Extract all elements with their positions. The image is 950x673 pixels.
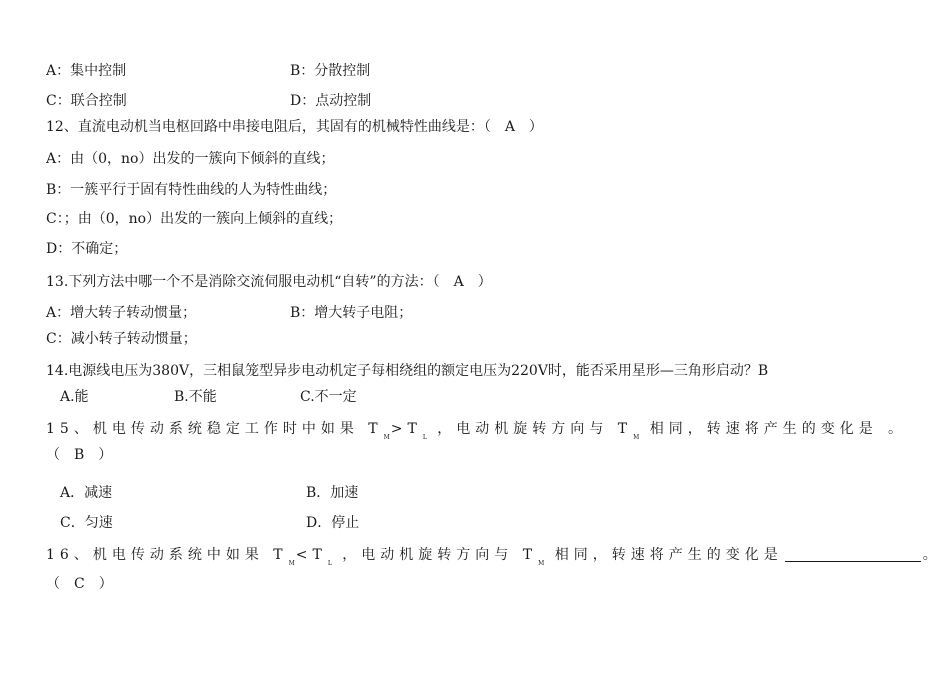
q12-option-b: B：一簇平行于固有特性曲线的人为特性曲线； (46, 182, 337, 198)
q13-option-a: A：增大转子转动惯量； (46, 305, 197, 321)
q13-stem: 13.下列方法中哪一个不是消除交流伺服电动机“自转”的方法：（ A ） (46, 274, 492, 290)
q16-stem-part3: 相同，转速将产生的变化是 (554, 547, 783, 563)
q16-torque-m: $T_M$ (273, 547, 295, 567)
q15-option-c: C．匀速 (60, 515, 113, 531)
q15-stem (46, 420, 878, 447)
q16-less-than: < (295, 547, 313, 563)
q12-stem: 12、直流电动机当电枢回路中串接电阻后，其固有的机械特性曲线是：（ A ） (46, 119, 543, 135)
q15-torque-m: $T_M$ (368, 421, 390, 441)
q15-stem-part2: ，电动机旋转方向与 (437, 421, 609, 437)
q12-option-d: D：不确定； (46, 241, 128, 257)
q13-option-b: B：增大转子电阻； (290, 305, 413, 321)
q15-stem-part1: 15、机电传动系统稳定工作时中如果 (46, 421, 359, 437)
q14-stem: 14.电源线电压为380V，三相鼠笼型异步电动机定子每相绕组的额定电压为220V时，能否采用星形—三角形启动？B (46, 363, 769, 379)
q11-option-a: A：集中控制 (46, 63, 127, 79)
q15-greater-than: > (390, 421, 408, 437)
q11-option-d: D：点动控制 (290, 93, 372, 109)
q16-torque-l: $T_L$ (312, 547, 332, 567)
q12-option-c: C：；由（0，no）出发的一簇向上倾斜的直线； (46, 211, 343, 227)
q13-option-c: C：减小转子转动惯量； (46, 331, 197, 347)
q15-stem-part3: 相同，转速将产生的变化是 (649, 421, 878, 437)
q11-option-b: B：分散控制 (290, 63, 371, 79)
q16-stem-part1: 16、机电传动系统中如果 (46, 547, 264, 563)
q16-answer-blank[interactable] (785, 547, 921, 562)
q14-option-b: B.不能 (174, 389, 217, 405)
q14-option-c: C.不一定 (300, 389, 357, 405)
q15-torque-l: $T_L$ (407, 421, 427, 441)
q12-option-a: A：由（0，no）出发的一簇向下倾斜的直线； (46, 151, 335, 167)
q15-stem-end: 。 (888, 421, 902, 437)
q15-option-a: A．减速 (60, 485, 113, 501)
q14-option-a: A.能 (60, 389, 89, 405)
q15-option-d: D．停止 (306, 515, 360, 531)
q16-stem (46, 546, 942, 573)
q16-torque-m-2: $T_M$ (522, 547, 545, 567)
q15-answer: （ B ） (46, 447, 113, 463)
q11-option-c: C：联合控制 (46, 93, 127, 109)
q16-stem-end: 。 (922, 547, 942, 563)
q16-answer: （ C ） (46, 576, 113, 592)
q15-option-b: B．加速 (306, 485, 359, 501)
q16-stem-part2: ，电动机旋转方向与 (342, 547, 514, 563)
q15-torque-m-2: $T_M$ (617, 421, 640, 441)
